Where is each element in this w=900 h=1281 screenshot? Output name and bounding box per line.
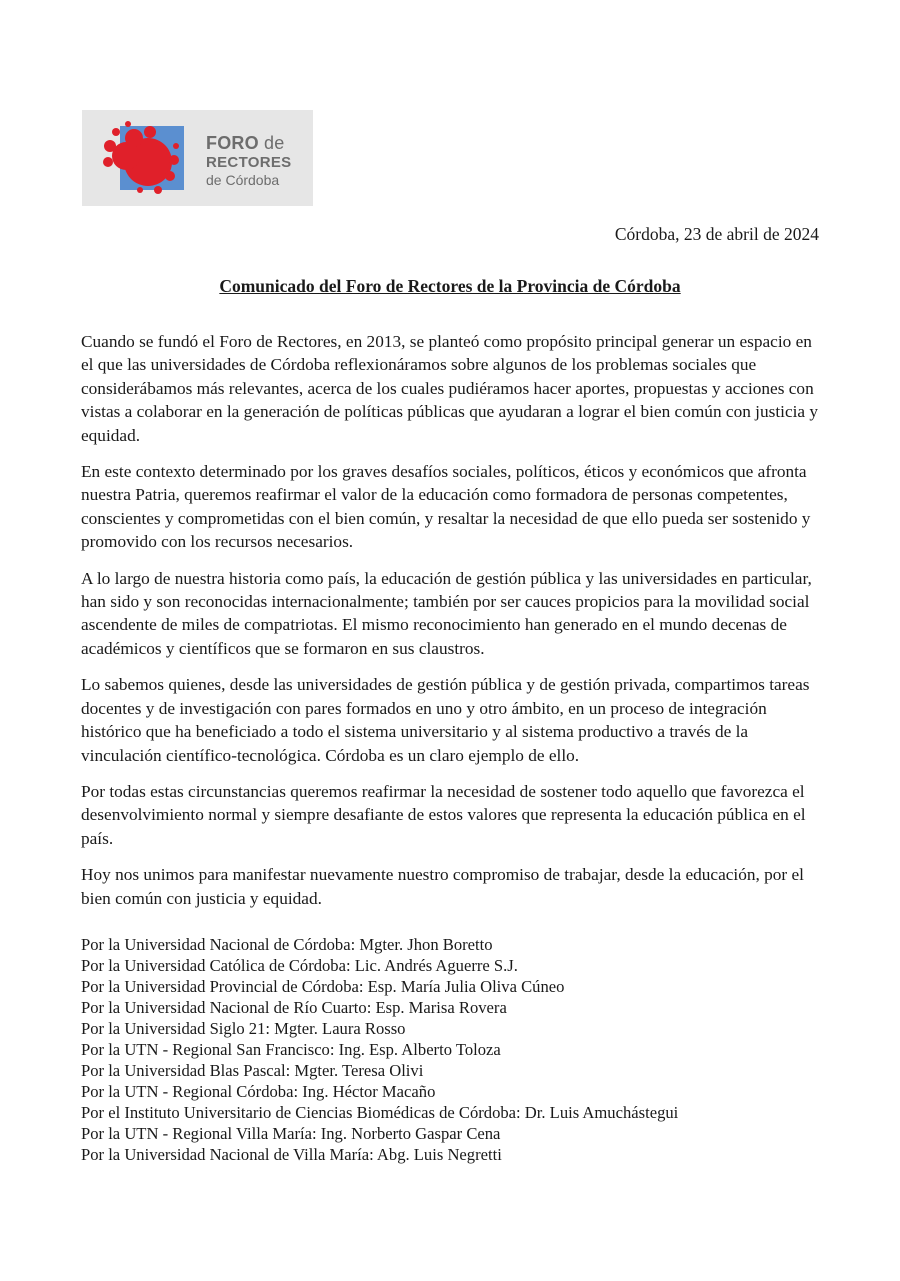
logo-line-2: RECTORES (206, 153, 292, 171)
signatory-line: Por la Universidad Provincial de Córdoba: Esp. María Julia Oliva Cúneo (81, 977, 565, 996)
signatory-line: Por la UTN - Regional Córdoba: Ing. Héctor Macaño (81, 1082, 436, 1101)
body-paragraph: Hoy nos unimos para manifestar nuevamente nuestro compromiso de trabajar, desde la educación, por el bien común con justicia y equidad. (81, 865, 804, 908)
signatory-line: Por la UTN - Regional Villa María: Ing. Norberto Gaspar Cena (81, 1124, 501, 1143)
document-title: Comunicado del Foro de Rectores de la Provincia de Córdoba (219, 276, 681, 296)
signatory-line: Por la Universidad Nacional de Río Cuarto: Esp. Marisa Rovera (81, 998, 507, 1017)
body-paragraph: Por todas estas circunstancias queremos reafirmar la necesidad de sostener todo aquello que favorezca el desenvolvimiento normal y siempre desafiante de estos valores que representa la educación pública en el país. (81, 781, 806, 848)
foro-rectores-logo (82, 110, 313, 206)
logo-line-3: de Córdoba (206, 171, 280, 188)
body-paragraph: A lo largo de nuestra historia como país, la educación de gestión pública y las universidades en particular, han sido y son reconocidas internacionalmente; también por ser cauces propicios para la movilidad social ascendente de miles de compatriotas. El mismo reconocimiento han generado en el mundo decenas de académicos y científicos que se formaron en sus claustros. (81, 568, 812, 658)
document-date: Córdoba, 23 de abril de 2024 (614, 224, 819, 244)
signatory-line: Por la Universidad Nacional de Villa María: Abg. Luis Negretti (81, 1145, 502, 1164)
signatory-line: Por la Universidad Siglo 21: Mgter. Laura Rosso (81, 1019, 406, 1038)
logo-text (206, 134, 291, 187)
signatory-line: Por la UTN - Regional San Francisco: Ing. Esp. Alberto Toloza (81, 1040, 501, 1059)
signatory-line: Por la Universidad Católica de Córdoba: Lic. Andrés Aguerre S.J. (81, 956, 518, 975)
body-paragraph: En este contexto determinado por los graves desafíos sociales, políticos, éticos y económicos que afronta nuestra Patria, queremos reafirmar el valor de la educación como formadora de personas competentes, conscientes y comprometidas con el bien común, y resaltar la necesidad de que ello pueda ser sostenido y promovido con los recursos necesarios. (81, 462, 811, 552)
body-paragraph: Cuando se fundó el Foro de Rectores, en 2013, se planteó como propósito principal generar un espacio en el que las universidades de Córdoba reflexionáramos sobre algunos de los problemas sociales que considerábamos más relevantes, acerca de los cuales pudiéramos hacer aportes, propuestas y acciones con vistas a colaborar en la generación de políticas públicas que ayudaran a lograr el bien común con justicia y equidad. (81, 332, 819, 445)
signatory-line: Por la Universidad Nacional de Córdoba: Mgter. Jhon Boretto (81, 935, 493, 954)
logo-line-1: FORO de (206, 133, 285, 153)
body-paragraph: Lo sabemos quienes, desde las universidades de gestión pública y de gestión privada, compartimos tareas docentes y de investigación con pares formados en uno y otro ámbito, en un proceso de integración histórico que ha beneficiado a todo el sistema universitario y al sistema productivo a través de la vinculación científico-tecnológica. Córdoba es un claro ejemplo de ello. (81, 675, 810, 765)
document-body (81, 330, 826, 923)
signatory-line: Por la Universidad Blas Pascal: Mgter. Teresa Olivi (81, 1061, 424, 1080)
logo-dots-icon (100, 120, 184, 198)
signatories-list (81, 934, 826, 1165)
signatory-line: Por el Instituto Universitario de Ciencias Biomédicas de Córdoba: Dr. Luis Amuchástegui (81, 1103, 679, 1122)
